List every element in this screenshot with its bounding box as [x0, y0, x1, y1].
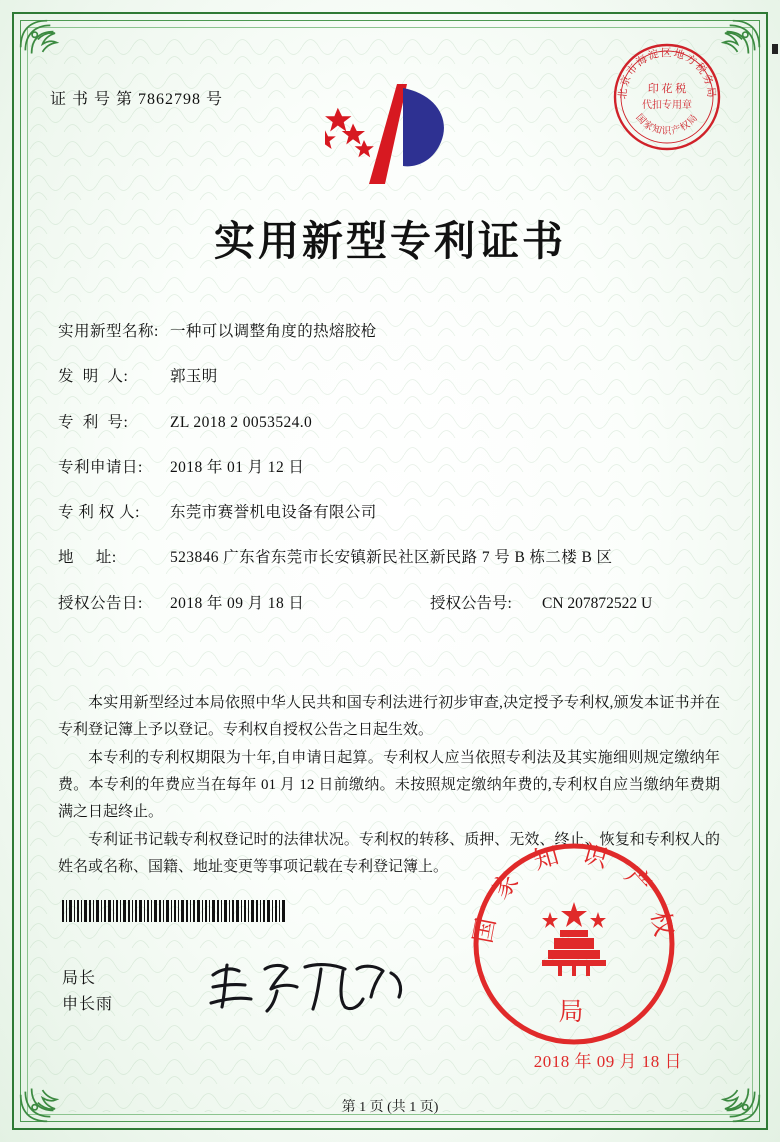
- field-value: 523846 广东省东莞市长安镇新民社区新民路 7 号 B 栋二楼 B 区: [170, 549, 613, 567]
- field-row: [58, 546, 722, 569]
- svg-text:国家知识产权局: 国家知识产权局: [633, 112, 701, 137]
- field-row: [58, 411, 722, 434]
- page-footer: 第 1 页 (共 1 页): [341, 1100, 439, 1115]
- signature-labels: [62, 966, 113, 1019]
- field-value-secondary: CN 207872522 U: [542, 594, 653, 612]
- field-label-secondary: 授权公告号:: [430, 594, 512, 612]
- svg-text:印 花 税: 印 花 税: [647, 83, 687, 95]
- field-value: 2018 年 09 月 18 日: [170, 594, 305, 612]
- barcode: [62, 900, 288, 922]
- cnipa-logo-icon: [325, 78, 457, 190]
- edge-registration-mark: [772, 44, 778, 54]
- field-label: 发 明 人:: [58, 368, 129, 386]
- field-row: [58, 501, 722, 524]
- field-label: 专 利 号:: [58, 413, 129, 431]
- field-value: 郭玉明: [170, 368, 218, 386]
- director-title-label: 局长: [62, 970, 97, 987]
- legal-paragraph: 本专利的专利权期限为十年,自申请日起算。专利权人应当依照专利法及其实施细则规定缴纳年费。本专利的年费应当在每年 01 月 12 日前缴纳。未按照规定缴纳年费的,专利权自应当缴纳年费期满之日起终止。: [58, 750, 720, 820]
- field-label: 专 利 权 人:: [58, 504, 140, 521]
- field-value: 一种可以调整角度的热熔胶枪: [170, 323, 377, 340]
- svg-text:局: 局: [558, 998, 590, 1026]
- legal-paragraph: 本实用新型经过本局依照中华人民共和国专利法进行初步审查,决定授予专利权,颁发本证书并在专利登记簿上予以登记。专利权自授权公告之日起生效。: [58, 695, 720, 738]
- field-label: 实用新型名称:: [58, 323, 159, 340]
- svg-text:国 家 知 识 产 权: 国 家 知 识 产 权: [469, 840, 679, 946]
- field-label: 专利申请日:: [58, 458, 143, 476]
- legal-paragraph: 专利证书记载专利权登记时的法律状况。专利权的转移、质押、无效、终止、恢复和专利权人的姓名或名称、国籍、地址变更等事项记载在专利登记簿上。: [58, 832, 720, 876]
- field-row-dual: [58, 592, 722, 615]
- field-value: 2018 年 01 月 12 日: [170, 458, 305, 476]
- svg-text:北京市海淀区地方税务局: 北京市海淀区地方税务局: [617, 48, 717, 100]
- page-title: 实用新型专利证书: [214, 217, 566, 265]
- official-seal: [468, 838, 680, 1050]
- field-row: [58, 365, 722, 388]
- field-row: [58, 320, 722, 343]
- field-value: ZL 2018 2 0053524.0: [170, 413, 313, 431]
- field-label: 授权公告日:: [58, 594, 143, 612]
- field-value: 东莞市赛誉机电设备有限公司: [170, 504, 377, 521]
- fields-block: [58, 320, 722, 633]
- seal-date: 2018 年 09 月 18 日: [533, 1052, 682, 1071]
- corner-ornament-icon: [16, 16, 94, 94]
- field-row: [58, 456, 722, 479]
- svg-text:代扣专用章: 代扣专用章: [642, 100, 692, 111]
- director-name-label: 申长雨: [62, 996, 114, 1014]
- handwritten-signature: [205, 955, 415, 1017]
- field-label: 地 址:: [58, 549, 117, 567]
- tax-stamp-seal: [612, 42, 722, 152]
- certificate-serial: 证 书 号 第 7862798 号: [50, 91, 224, 108]
